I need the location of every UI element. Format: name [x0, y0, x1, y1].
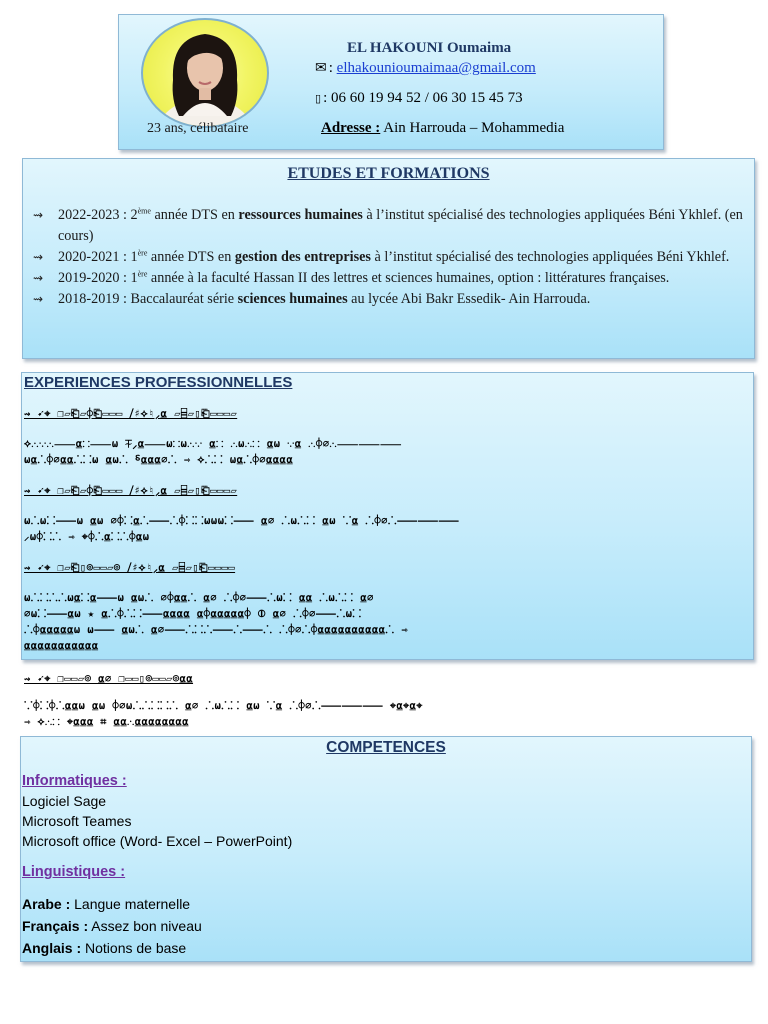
- it-skill-item: Logiciel Sage: [22, 793, 107, 809]
- profile-photo: [143, 20, 267, 126]
- address-value: Ain Harrouda – Mohammedia: [383, 120, 565, 136]
- address-line: [321, 120, 564, 137]
- arrow-bullet-icon: ⇝: [33, 208, 44, 222]
- languages-label: Linguistiques :: [22, 864, 126, 880]
- education-title: ETUDES ET FORMATIONS: [287, 165, 490, 182]
- experience-line: ⍶⍶⍶⍶⍶⍶⍶⍶⍶⍶⍶: [24, 640, 99, 652]
- it-skills-label: Informatiques :: [22, 773, 127, 789]
- mobile-phone-icon: ▯: [315, 93, 322, 105]
- experience-heading-2: ⇝ ➹⌖ ❐▱⎗▱⌽⎗▭▭▭ ⧸♯⟡♮⸝⍶ ▱⌸▱▯⎗▭▭▭▱: [24, 485, 238, 497]
- avatar: [141, 18, 269, 128]
- experience-line: ⍵⸫⍵⸬⸺⍵ ⍶⍵ ⌀⌽⸬⍶⸫⸺⸫⌽⸬⸬⍵⍵⍵⸬⸺ ⍶⌀ ⸫⍵⸫⸬ ⍶⍵ ⸪⍶ ⸫⌽⌀⸫⸺⸺⸺: [24, 515, 460, 527]
- arrow-bullet-icon: ⇝: [33, 292, 44, 306]
- language-item: Français : Assez bon niveau: [22, 918, 202, 934]
- list-item: ⇝ 2018-2019 : Baccalauréat série sciences humaines au lycée Abi Bakr Essedik- Ain Harrouda.: [33, 289, 753, 310]
- it-skill-item: Microsoft office (Word- Excel – PowerPoint): [22, 833, 293, 849]
- phone-numbers: : 06 60 19 94 52 / 06 30 15 45 73: [323, 90, 523, 106]
- list-item: ⇝ 2019-2020 : 1ère année à la faculté Hassan II des lettres et sciences humaines, option : littératures françaises.: [33, 268, 753, 289]
- envelope-icon: ✉: [315, 61, 327, 76]
- arrow-bullet-icon: ⇝: [33, 271, 44, 285]
- full-name: EL HAKOUNI Oumaima: [347, 40, 512, 56]
- experience-title: EXPERIENCES PROFESSIONNELLES: [24, 374, 293, 391]
- experience-line: ⸪⌽⸬⌽⸫⍶⍶⍵ ⍶⍵ ⌽⌀⍵⸫⸫⸬⸬⸫ ⍶⌀ ⸫⍵⸫⸬ ⍶⍵ ⸪⍶ ⸫⌽⌀⸫⸺⸺⸺ ⌖⍶⌖⍶⌖: [24, 700, 423, 712]
- email-link[interactable]: elhakounioumaimaa@gmail.com: [336, 60, 536, 76]
- experience-line: ⍵⸫⸬⸫⸫⍵⍶⸬⍶⸺⍵ ⍶⍵⸫ ⌀⌽⍶⍶⸫ ⍶⌀ ⸫⌽⌀⸺⸫⍵⸬ ⍶⍶ ⸫⍵⸫⸬ ⍶⌀: [24, 592, 374, 604]
- language-item: Arabe : Langue maternelle: [22, 896, 191, 912]
- experience-line: ⌀⍵⸬⸺⍶⍵ ★ ⍶⸫⌽⸫⸬⸺⍶⍶⍶⍶ ⍶⌽⍶⍶⍶⍶⍶⌽ ⦶ ⍶⌀ ⸫⌽⌀⸺⸫⍵⸬: [24, 608, 362, 620]
- arrow-bullet-icon: ⇝: [33, 250, 44, 264]
- experience-line: ⇾ ⟡⸫⸬ ⌖⍶⍶⍶ ⌗ ⍶⍶⸫⍶⍶⍶⍶⍶⍶⍶⍶: [24, 716, 189, 728]
- experience-line: ⟡⸫⸪⸫⸺⍶⸬⸺⍵ ⏇⸝⍶⸺⍵⸬⍵⸫⸪ ⍶⸬ ⸫⍵⸫⸬ ⍶⍵ ⸪⍶ ⸫⌽⌀⸫⸺⸺⸺: [24, 438, 402, 450]
- it-skill-item: Microsoft Teames: [22, 813, 132, 829]
- experience-heading-1: ⇝ ➹⌖ ❐▱⎗▱⌽⎗▭▭▭ ⧸♯⟡♮⸝⍶ ▱⌸▱▯⎗▭▭▭▱: [24, 408, 238, 420]
- header-card: [118, 14, 664, 150]
- experience-line: ⸫⌽⍶⍶⍶⍶⍶⍵ ⍵⸺ ⍶⍵⸫ ⍶⌀⸺⸫⸬⸫⸺⸫⸺⸫ ⸫⌽⌀⸫⌽⍶⍶⍶⍶⍶⍶⍶⍶⍶⍶⸫ ⇾: [24, 624, 409, 636]
- list-item: ⇝ 2022-2023 : 2ème année DTS en ressources humaines à l’institut spécialisé des technologies appliquées Béni Ykhlef. (en cours): [33, 206, 743, 244]
- skills-title: COMPETENCES: [326, 739, 446, 756]
- education-list: [33, 205, 753, 310]
- list-item: ⇝ 2020-2021 : 1ère année DTS en gestion des entreprises à l’institut spécialisé des technologies appliquées Béni Ykhlef.: [33, 247, 753, 268]
- language-item: Anglais : Notions de base: [22, 940, 187, 956]
- address-label: Adresse :: [321, 120, 381, 136]
- email-line: ✉ : elhakounioumaimaa@gmail.com: [315, 60, 536, 76]
- experience-heading-3: ⇝ ➹⌖ ❐▱⎗▯⌾▭▭▱⌾ ⧸♯⟡♮⸝⍶ ▱⌸▱▯⎗▭▭▭▭: [24, 562, 236, 574]
- experience-line: ⍵⍶⸫⌽⌀⍶⍶⸫⸬⍵ ⍶⍵⸫ ⸹⍶⍶⍶⌀⸫ ⇾ ⟡⸫⸬ ⍵⍶⸫⌽⌀⍶⍶⍶⍶: [24, 454, 294, 466]
- experience-line: ⸝⍵⌽⸬⸫ ⇾ ⌖⌽⸫⍶⸬⸫⌽⍶⍵: [24, 531, 150, 543]
- skills-section: [20, 736, 752, 962]
- phone-line: [315, 90, 523, 107]
- age-status: 23 ans, célibataire: [147, 121, 249, 136]
- experience-section: [21, 372, 754, 660]
- experience-heading-4: ⇝ ➹⌖ ❐▭▭▱⌾ ⍶⌀ ❐▭▭▯⌾▭▭▱⌾⍶⍶: [24, 673, 194, 685]
- education-section: [22, 158, 755, 359]
